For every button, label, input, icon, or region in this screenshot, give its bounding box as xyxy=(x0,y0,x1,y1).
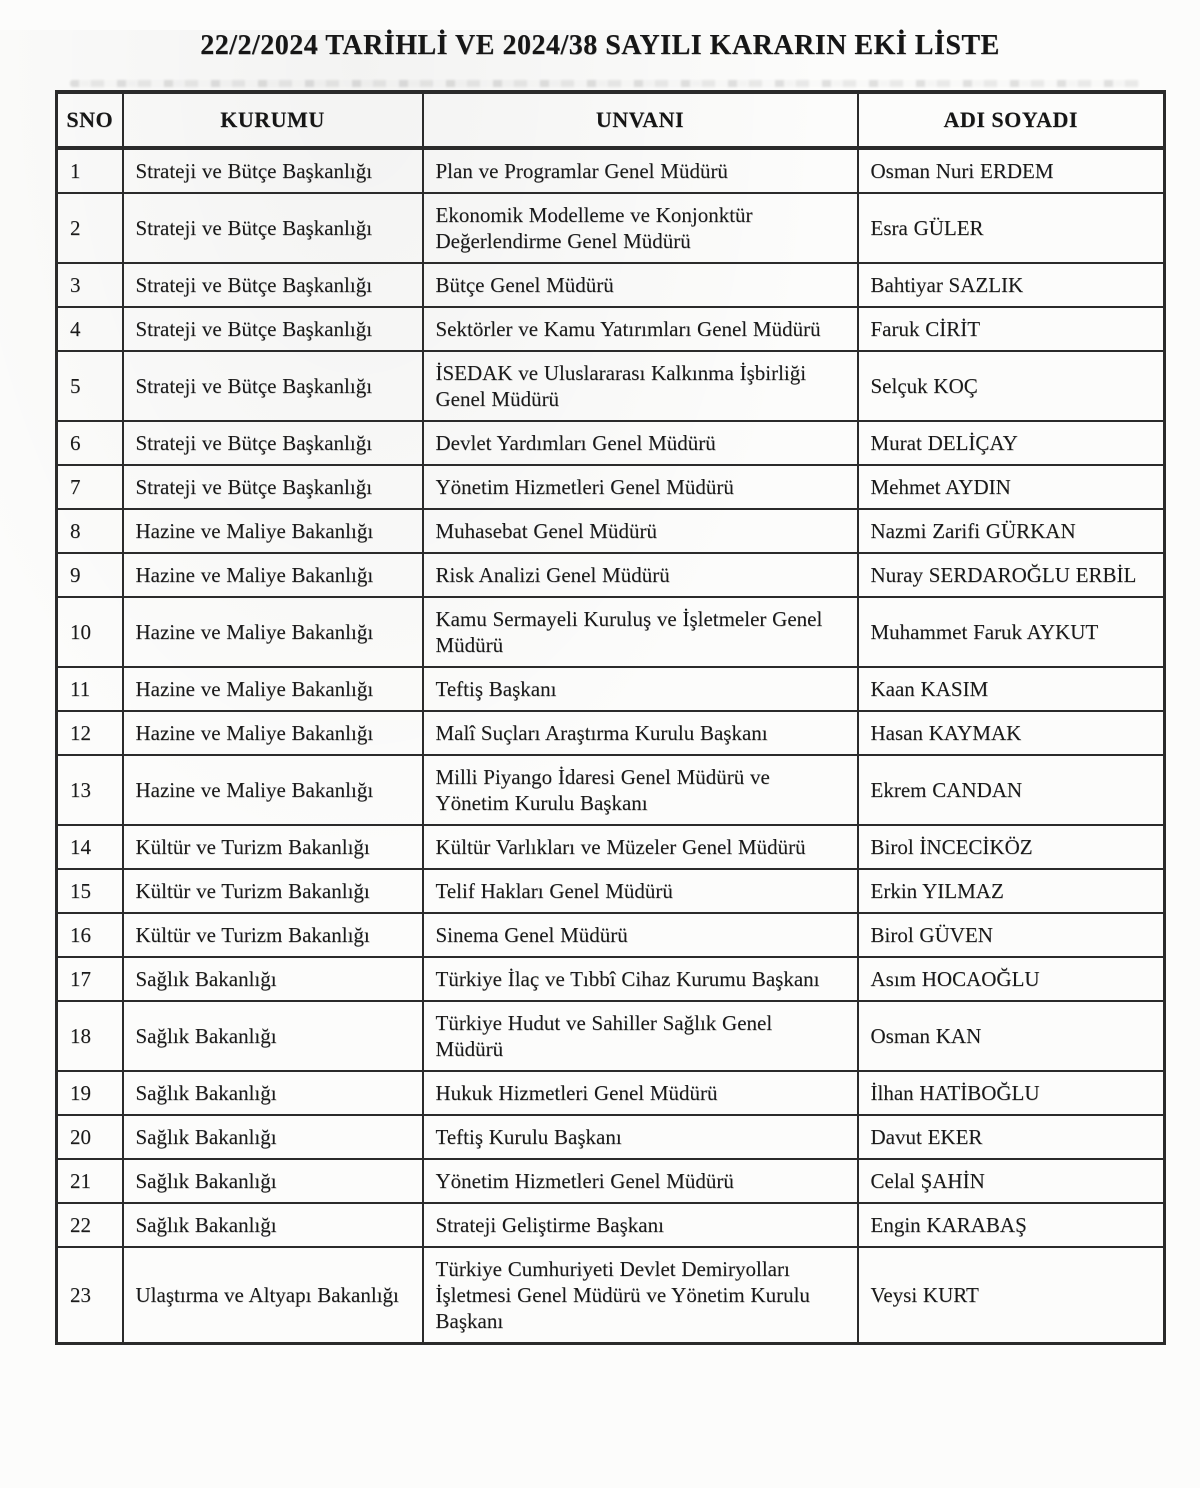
table-row xyxy=(57,421,1165,465)
cell-sno: 16 xyxy=(57,913,123,957)
cell-sno: 21 xyxy=(57,1159,123,1203)
cell-sno: 23 xyxy=(57,1247,123,1344)
table-row xyxy=(57,597,1165,667)
cell-unvani: Muhasebat Genel Müdürü xyxy=(423,509,858,553)
cell-unvani: Telif Hakları Genel Müdürü xyxy=(423,869,858,913)
cell-unvani: Bütçe Genel Müdürü xyxy=(423,263,858,307)
table-row xyxy=(57,509,1165,553)
cell-sno: 18 xyxy=(57,1001,123,1071)
cell-sno: 11 xyxy=(57,667,123,711)
table-row xyxy=(57,869,1165,913)
cell-sno: 22 xyxy=(57,1203,123,1247)
cell-sno: 17 xyxy=(57,957,123,1001)
cell-sno: 1 xyxy=(57,148,123,193)
cell-adi-soyadi: Davut EKER xyxy=(858,1115,1165,1159)
column-header-kurumu: KURUMU xyxy=(123,92,423,148)
cell-kurumu: Sağlık Bakanlığı xyxy=(123,957,423,1001)
table-row xyxy=(57,1203,1165,1247)
cell-unvani: Risk Analizi Genel Müdürü xyxy=(423,553,858,597)
cell-kurumu: Strateji ve Bütçe Başkanlığı xyxy=(123,148,423,193)
cell-adi-soyadi: Esra GÜLER xyxy=(858,193,1165,263)
table-row xyxy=(57,667,1165,711)
table-row xyxy=(57,1115,1165,1159)
cell-kurumu: Kültür ve Turizm Bakanlığı xyxy=(123,869,423,913)
cell-adi-soyadi: Murat DELİÇAY xyxy=(858,421,1165,465)
table-body xyxy=(57,148,1165,1344)
cell-kurumu: Sağlık Bakanlığı xyxy=(123,1001,423,1071)
cell-kurumu: Kültür ve Turizm Bakanlığı xyxy=(123,825,423,869)
cell-adi-soyadi: Osman KAN xyxy=(858,1001,1165,1071)
table-row xyxy=(57,913,1165,957)
cell-unvani: Strateji Geliştirme Başkanı xyxy=(423,1203,858,1247)
cell-adi-soyadi: Nazmi Zarifi GÜRKAN xyxy=(858,509,1165,553)
appointments-table xyxy=(55,90,1166,1345)
table-row xyxy=(57,1071,1165,1115)
cell-adi-soyadi: Erkin YILMAZ xyxy=(858,869,1165,913)
cell-adi-soyadi: Engin KARABAŞ xyxy=(858,1203,1165,1247)
cell-adi-soyadi: Nuray SERDAROĞLU ERBİL xyxy=(858,553,1165,597)
cell-unvani: Sinema Genel Müdürü xyxy=(423,913,858,957)
cell-kurumu: Hazine ve Maliye Bakanlığı xyxy=(123,553,423,597)
cell-sno: 13 xyxy=(57,755,123,825)
cell-adi-soyadi: İlhan HATİBOĞLU xyxy=(858,1071,1165,1115)
cell-sno: 8 xyxy=(57,509,123,553)
cell-adi-soyadi: Birol GÜVEN xyxy=(858,913,1165,957)
cell-sno: 6 xyxy=(57,421,123,465)
cell-sno: 9 xyxy=(57,553,123,597)
cell-unvani: Türkiye İlaç ve Tıbbî Cihaz Kurumu Başkanı xyxy=(423,957,858,1001)
cell-adi-soyadi: Osman Nuri ERDEM xyxy=(858,148,1165,193)
cell-unvani: Kamu Sermayeli Kuruluş ve İşletmeler Genel Müdürü xyxy=(423,597,858,667)
table-row xyxy=(57,825,1165,869)
cell-unvani: Yönetim Hizmetleri Genel Müdürü xyxy=(423,465,858,509)
cell-unvani: Teftiş Kurulu Başkanı xyxy=(423,1115,858,1159)
cell-unvani: Devlet Yardımları Genel Müdürü xyxy=(423,421,858,465)
cell-unvani: Ekonomik Modelleme ve Konjonktür Değerlendirme Genel Müdürü xyxy=(423,193,858,263)
table-row xyxy=(57,351,1165,421)
cell-kurumu: Hazine ve Maliye Bakanlığı xyxy=(123,597,423,667)
cell-unvani: Yönetim Hizmetleri Genel Müdürü xyxy=(423,1159,858,1203)
cell-adi-soyadi: Hasan KAYMAK xyxy=(858,711,1165,755)
cell-sno: 3 xyxy=(57,263,123,307)
cell-kurumu: Sağlık Bakanlığı xyxy=(123,1071,423,1115)
cell-kurumu: Strateji ve Bütçe Başkanlığı xyxy=(123,421,423,465)
table-row xyxy=(57,553,1165,597)
cell-adi-soyadi: Ekrem CANDAN xyxy=(858,755,1165,825)
cell-unvani: Türkiye Cumhuriyeti Devlet Demiryolları İşletmesi Genel Müdürü ve Yönetim Kurulu Başkanı xyxy=(423,1247,858,1344)
table-row xyxy=(57,755,1165,825)
cell-sno: 2 xyxy=(57,193,123,263)
header-row xyxy=(57,92,1165,148)
scanned-document-page xyxy=(0,30,1200,1488)
cell-kurumu: Ulaştırma ve Altyapı Bakanlığı xyxy=(123,1247,423,1344)
column-header-adi-soyadi: ADI SOYADI xyxy=(858,92,1165,148)
table-row xyxy=(57,148,1165,193)
cell-adi-soyadi: Bahtiyar SAZLIK xyxy=(858,263,1165,307)
cell-unvani: Hukuk Hizmetleri Genel Müdürü xyxy=(423,1071,858,1115)
column-header-unvani: UNVANI xyxy=(423,92,858,148)
cell-adi-soyadi: Kaan KASIM xyxy=(858,667,1165,711)
cell-sno: 10 xyxy=(57,597,123,667)
cell-sno: 15 xyxy=(57,869,123,913)
table-row xyxy=(57,1247,1165,1344)
cell-kurumu: Strateji ve Bütçe Başkanlığı xyxy=(123,193,423,263)
cell-adi-soyadi: Selçuk KOÇ xyxy=(858,351,1165,421)
cell-unvani: Sektörler ve Kamu Yatırımları Genel Müdürü xyxy=(423,307,858,351)
column-header-sno: SNO xyxy=(57,92,123,148)
table-row xyxy=(57,711,1165,755)
cell-adi-soyadi: Asım HOCAOĞLU xyxy=(858,957,1165,1001)
cell-sno: 20 xyxy=(57,1115,123,1159)
cell-adi-soyadi: Muhammet Faruk AYKUT xyxy=(858,597,1165,667)
table-row xyxy=(57,193,1165,263)
cell-unvani: Türkiye Hudut ve Sahiller Sağlık Genel Müdürü xyxy=(423,1001,858,1071)
cell-unvani: Kültür Varlıkları ve Müzeler Genel Müdürü xyxy=(423,825,858,869)
table-header xyxy=(57,92,1165,148)
document-title: 22/2/2024 TARİHLİ VE 2024/38 SAYILI KARARIN EKİ LİSTE xyxy=(200,30,1000,61)
table-row xyxy=(57,465,1165,509)
cell-sno: 12 xyxy=(57,711,123,755)
table-row xyxy=(57,1159,1165,1203)
cell-adi-soyadi: Faruk CİRİT xyxy=(858,307,1165,351)
cell-sno: 19 xyxy=(57,1071,123,1115)
cell-kurumu: Kültür ve Turizm Bakanlığı xyxy=(123,913,423,957)
cell-kurumu: Sağlık Bakanlığı xyxy=(123,1115,423,1159)
cell-kurumu: Hazine ve Maliye Bakanlığı xyxy=(123,711,423,755)
cell-sno: 4 xyxy=(57,307,123,351)
cell-adi-soyadi: Celal ŞAHİN xyxy=(858,1159,1165,1203)
table-row xyxy=(57,957,1165,1001)
scan-noise-artifact xyxy=(70,80,1140,87)
cell-sno: 5 xyxy=(57,351,123,421)
cell-unvani: Milli Piyango İdaresi Genel Müdürü ve Yönetim Kurulu Başkanı xyxy=(423,755,858,825)
cell-kurumu: Strateji ve Bütçe Başkanlığı xyxy=(123,307,423,351)
cell-kurumu: Strateji ve Bütçe Başkanlığı xyxy=(123,351,423,421)
table-row xyxy=(57,263,1165,307)
cell-unvani: Malî Suçları Araştırma Kurulu Başkanı xyxy=(423,711,858,755)
cell-sno: 7 xyxy=(57,465,123,509)
cell-sno: 14 xyxy=(57,825,123,869)
table-row xyxy=(57,1001,1165,1071)
cell-kurumu: Hazine ve Maliye Bakanlığı xyxy=(123,755,423,825)
cell-kurumu: Hazine ve Maliye Bakanlığı xyxy=(123,667,423,711)
cell-unvani: Plan ve Programlar Genel Müdürü xyxy=(423,148,858,193)
cell-kurumu: Sağlık Bakanlığı xyxy=(123,1203,423,1247)
cell-adi-soyadi: Birol İNCECİKÖZ xyxy=(858,825,1165,869)
cell-kurumu: Strateji ve Bütçe Başkanlığı xyxy=(123,465,423,509)
cell-kurumu: Sağlık Bakanlığı xyxy=(123,1159,423,1203)
cell-adi-soyadi: Mehmet AYDIN xyxy=(858,465,1165,509)
cell-kurumu: Hazine ve Maliye Bakanlığı xyxy=(123,509,423,553)
cell-unvani: Teftiş Başkanı xyxy=(423,667,858,711)
cell-unvani: İSEDAK ve Uluslararası Kalkınma İşbirliği Genel Müdürü xyxy=(423,351,858,421)
table-row xyxy=(57,307,1165,351)
cell-adi-soyadi: Veysi KURT xyxy=(858,1247,1165,1344)
cell-kurumu: Strateji ve Bütçe Başkanlığı xyxy=(123,263,423,307)
